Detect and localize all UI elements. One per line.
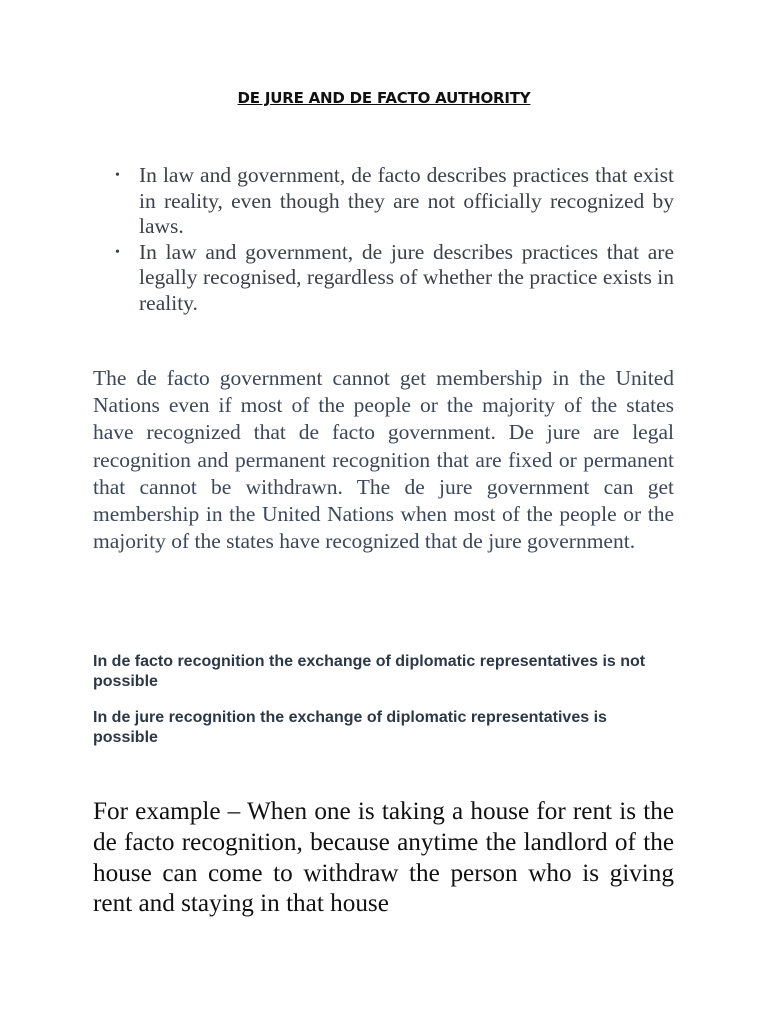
bullet-marker: • [115,244,120,260]
document-title: DE JURE AND DE FACTO AUTHORITY [237,89,531,107]
list-item-text: In law and government, de facto describes practices that exist in reality, even though they are not officially recognized by laws. [139,163,674,238]
definitions-list [93,163,674,316]
bold-statement-de-jure: In de jure recognition the exchange of diplomatic representatives is possible [93,709,607,746]
bold-statement-de-facto: In de facto recognition the exchange of diplomatic representatives is not possible [93,653,646,690]
list-item [93,240,674,317]
list-item-text: In law and government, de jure describes practices that are legally recognised, regardless of whether the practice exists in reality. [139,239,674,315]
body-paragraph-membership: The de facto government cannot get membership in the United Nations even if most of the people or the majority of the states have recognized that de facto government. De jure are legal recognition and permanent recognition that are fixed or permanent that cannot be withdrawn. The de jure government can get membership in the United Nations when most of the people or the majority of the states have recognized that de jure government. [93,366,674,554]
example-paragraph: For example – When one is taking a house for rent is the de facto recognition, because anytime the landlord of the house can come to withdraw the person who is giving rent and staying in that house [93,798,674,918]
bullet-marker: • [115,168,120,183]
list-item [93,163,674,240]
